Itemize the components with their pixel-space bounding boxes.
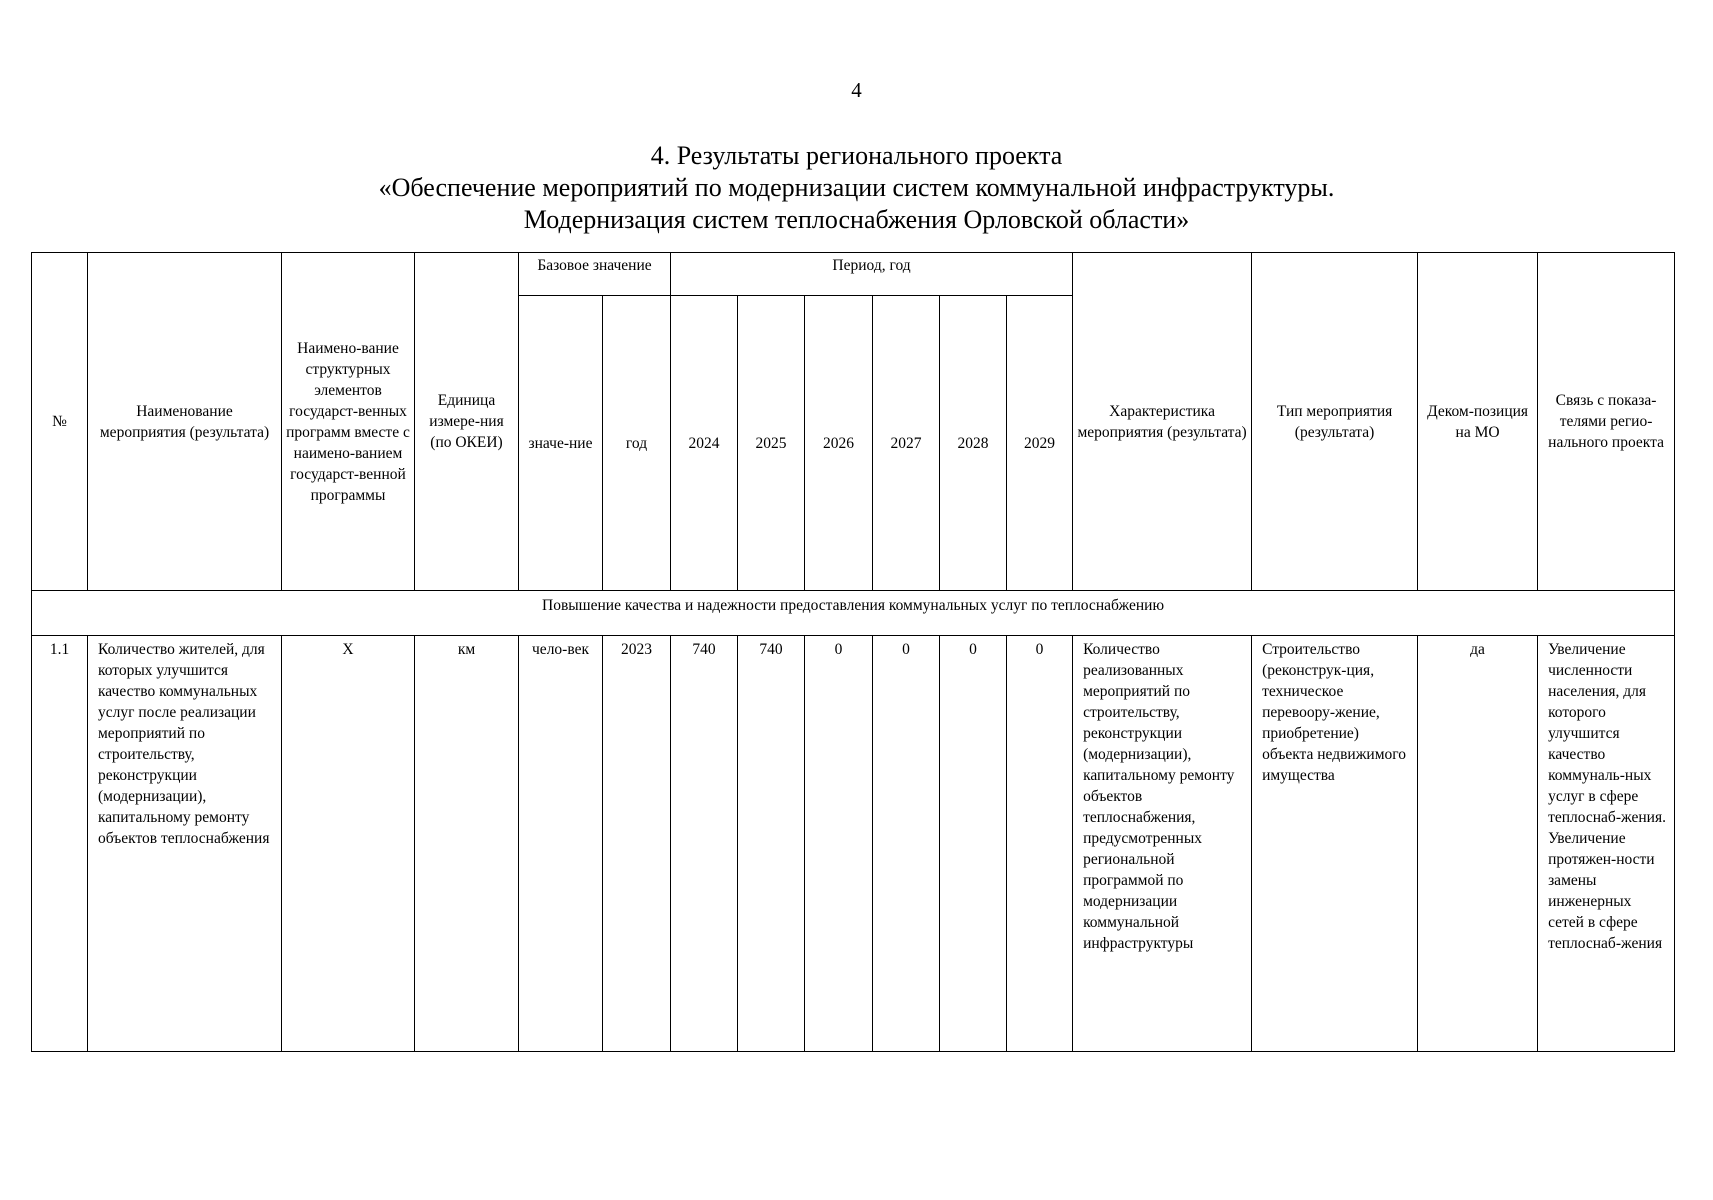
header-year-2024: 2024 bbox=[671, 296, 738, 591]
title-line-1: 4. Результаты регионального проекта bbox=[650, 141, 1063, 170]
header-type: Тип мероприятия (результата) bbox=[1252, 253, 1418, 591]
document-title bbox=[0, 140, 1713, 236]
header-year-2026: 2026 bbox=[805, 296, 873, 591]
row-decomposition: да bbox=[1418, 636, 1538, 1052]
header-unit: Единица измере-ния (по ОКЕИ) bbox=[415, 253, 519, 591]
header-base-year: год bbox=[603, 296, 671, 591]
row-structural: Х bbox=[282, 636, 415, 1052]
header-characteristic: Характеристика мероприятия (результата) bbox=[1073, 253, 1252, 591]
row-characteristic: Количество реализованных мероприятий по строительству, реконструкции (модернизации), капитальному ремонту объектов теплоснабжения, предусмотренных региональной программой по модернизации коммунальной инфраструктуры bbox=[1073, 636, 1252, 1052]
header-period: Период, год bbox=[671, 253, 1073, 296]
row-type: Строительство (реконструк-ция, техническое перевоору-жение, приобретение) объекта недвижимого имущества bbox=[1252, 636, 1418, 1052]
row-num: 1.1 bbox=[32, 636, 88, 1052]
header-year-2029: 2029 bbox=[1007, 296, 1073, 591]
header-base: Базовое значение bbox=[519, 253, 671, 296]
header-structural: Наимено-вание структурных элементов государст-венных программ вместе с наимено-ванием государст-венной программы bbox=[282, 253, 415, 591]
row-base-year: 2023 bbox=[603, 636, 671, 1052]
row-unit: км bbox=[415, 636, 519, 1052]
row-value-2024: 740 bbox=[671, 636, 738, 1052]
header-name: Наименование мероприятия (результата) bbox=[88, 253, 282, 591]
header-link: Связь с показа-телями регио-нального проекта bbox=[1538, 253, 1675, 591]
row-name: Количество жителей, для которых улучшится качество коммунальных услуг после реализации мероприятий по строительству, реконструкции (модернизации), капитальному ремонту объектов теплоснабжения bbox=[88, 636, 282, 1052]
results-table bbox=[31, 252, 1675, 1052]
row-value-2027: 0 bbox=[873, 636, 940, 1052]
header-base-value: значе-ние bbox=[519, 296, 603, 591]
header-year-2027: 2027 bbox=[873, 296, 940, 591]
header-year-2025: 2025 bbox=[738, 296, 805, 591]
section-title: Повышение качества и надежности предоставления коммунальных услуг по теплоснабжению bbox=[32, 591, 1675, 636]
table-row bbox=[32, 636, 1675, 1052]
header-year-2028: 2028 bbox=[940, 296, 1007, 591]
row-value-2026: 0 bbox=[805, 636, 873, 1052]
row-value-2029: 0 bbox=[1007, 636, 1073, 1052]
title-line-2: «Обеспечение мероприятий по модернизации систем коммунальной инфраструктуры. bbox=[378, 173, 1335, 202]
header-decomposition: Деком-позиция на МО bbox=[1418, 253, 1538, 591]
header-num: № bbox=[32, 253, 88, 591]
row-value-2025: 740 bbox=[738, 636, 805, 1052]
title-line-3: Модернизация систем теплоснабжения Орловской области» bbox=[523, 205, 1190, 234]
row-value-2028: 0 bbox=[940, 636, 1007, 1052]
page-number: 4 bbox=[851, 78, 862, 102]
row-link: Увеличение численности населения, для которого улучшится качество коммуналь-ных услуг в сфере теплоснаб-жения. Увеличение протяжен-ности замены инженерных сетей в сфере теплоснаб-жения bbox=[1538, 636, 1675, 1052]
row-base-value: чело-век bbox=[519, 636, 603, 1052]
